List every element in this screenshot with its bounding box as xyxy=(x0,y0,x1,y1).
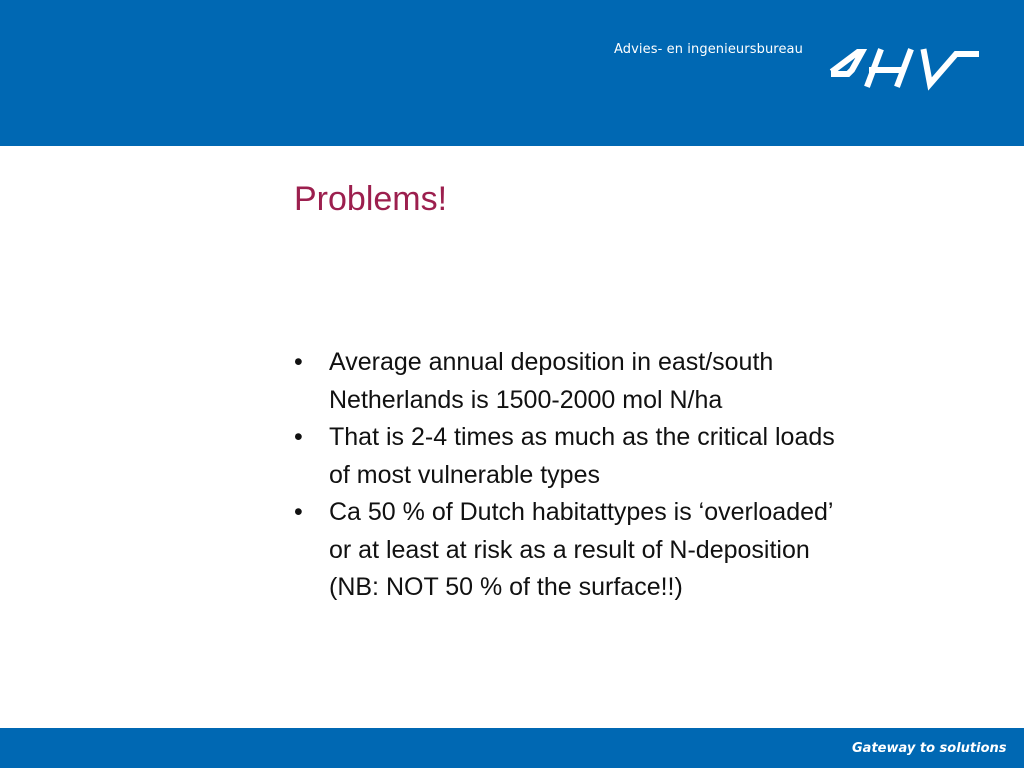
dhv-logo-icon xyxy=(828,44,988,94)
bullet-line: Ca 50 % of Dutch habitattypes is ‘overloaded’ xyxy=(329,498,834,526)
list-item xyxy=(286,344,986,419)
bullet-icon: • xyxy=(294,423,303,451)
bullet-line: That is 2-4 times as much as the critical loads xyxy=(329,423,835,451)
footer-slogan: Gateway to solutions xyxy=(852,741,1007,756)
bullet-icon: • xyxy=(294,498,303,526)
bullet-line: Netherlands is 1500-2000 mol N/ha xyxy=(329,385,723,414)
bullet-icon: • xyxy=(294,348,303,376)
bullet-line: (NB: NOT 50 % of the surface!!) xyxy=(329,573,683,601)
bullet-line: or at least at risk as a result of N-deposition xyxy=(329,535,810,564)
bullet-list xyxy=(286,344,986,607)
bullet-line: of most vulnerable types xyxy=(329,460,600,489)
slide-title: Problems! xyxy=(294,180,448,218)
bullet-line: Average annual deposition in east/south xyxy=(329,348,774,376)
list-item xyxy=(286,419,986,494)
list-item xyxy=(286,494,986,607)
header-tagline: Advies- en ingenieursbureau xyxy=(614,42,803,57)
